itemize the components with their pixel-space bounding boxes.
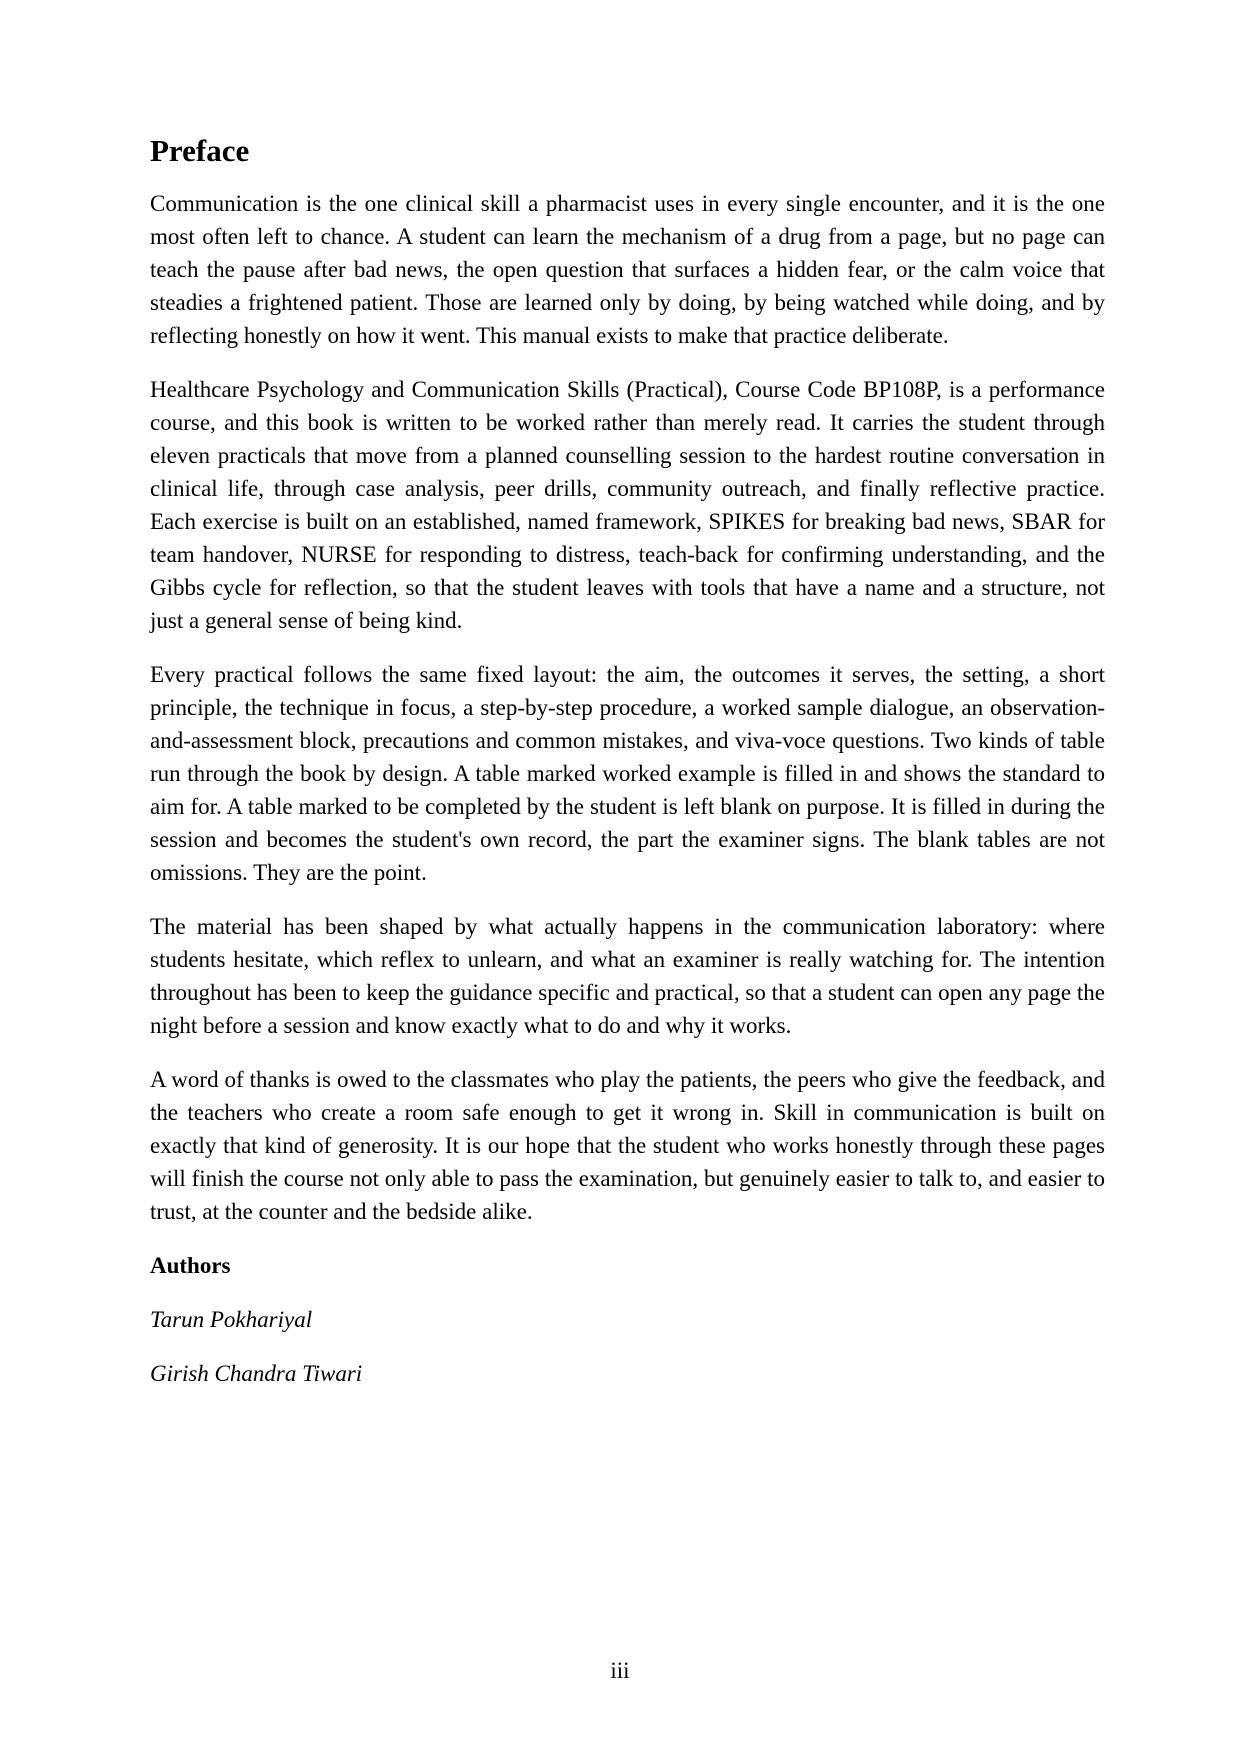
page-number: iii xyxy=(610,1658,630,1683)
paragraph-2: Healthcare Psychology and Communication Skills (Practical), Course Code BP108P, is a performance course, and this book is written to be worked rather than merely read. It carries the student through eleven practicals that move from a planned counselling session to the hardest routine conversation in clinical life, through case analysis, peer drills, community outreach, and finally reflective practice. Each exercise is built on an established, named framework, SPIKES for breaking bad news, SBAR for team handover, NURSE for responding to distress, teach-back for confirming understanding, and the Gibbs cycle for reflection, so that the student leaves with tools that have a name and a structure, not just a general sense of being kind. xyxy=(150,377,1105,634)
author-name-2: Girish Chandra Tiwari xyxy=(150,1361,363,1387)
paragraph-4: The material has been shaped by what actually happens in the communication laboratory: where students hesitate, which reflex to unlearn, and what an examiner is really watching for. The intention throughout has been to keep the guidance specific and practical, so that a student can open any page the night before a session and know exactly what to do and why it works. xyxy=(150,914,1105,1039)
paragraph-3: Every practical follows the same fixed layout: the aim, the outcomes it serves, the setting, a short principle, the technique in focus, a step-by-step procedure, a worked sample dialogue, an observation-and-assessment block, precautions and common mistakes, and viva-voce questions. Two kinds of table run through the book by design. A table marked worked example is filled in and shows the standard to aim for. A table marked to be completed by the student is left blank on purpose. It is filled in during the session and becomes the student's own record, the part the examiner signs. The blank tables are not omissions. They are the point. xyxy=(150,662,1105,886)
paragraph-1: Communication is the one clinical skill a pharmacist uses in every single encounter, and it is the one most often left to chance. A student can learn the mechanism of a drug from a page, but no page can teach the pause after bad news, the open question that surfaces a hidden fear, or the calm voice that steadies a frightened patient. Those are learned only by doing, by being watched while doing, and by reflecting honestly on how it went. This manual exists to make that practice deliberate. xyxy=(150,191,1105,349)
paragraph-5: A word of thanks is owed to the classmates who play the patients, the peers who give the feedback, and the teachers who create a room safe enough to get it wrong in. Skill in communication is built on exactly that kind of generosity. It is our hope that the student who works honestly through these pages will finish the course not only able to pass the examination, but genuinely easier to talk to, and easier to trust, at the counter and the bedside alike. xyxy=(150,1067,1105,1225)
authors-label: Authors xyxy=(150,1253,231,1279)
author-name-1: Tarun Pokhariyal xyxy=(150,1307,313,1333)
page-title: Preface xyxy=(150,133,250,168)
preface-page xyxy=(150,132,1105,1411)
